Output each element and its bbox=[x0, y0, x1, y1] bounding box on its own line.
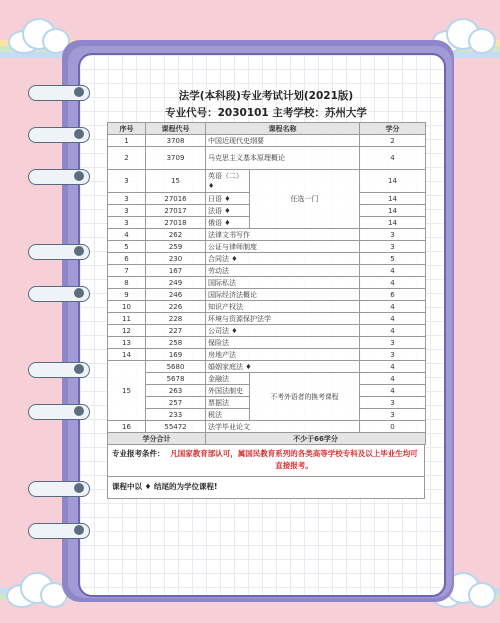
degree-mark: ♦ bbox=[224, 206, 231, 215]
binder-ring bbox=[28, 362, 90, 378]
table-row: 11 228 环境与资源保护法学 4 bbox=[108, 313, 426, 325]
binder-ring bbox=[28, 244, 90, 260]
table-row: 13 258 保险法 3 bbox=[108, 337, 426, 349]
binder-ring bbox=[28, 127, 90, 143]
document-subtitle: 专业代号：2030101 主考学校：苏州大学 bbox=[165, 107, 367, 119]
table-row: 3 15 英语（二） ♦ 任选一门 14 bbox=[108, 170, 426, 193]
binder-ring bbox=[28, 286, 90, 302]
substitute-course-label: 不考外语者的换考课程 bbox=[250, 385, 360, 409]
table-header-row bbox=[108, 123, 426, 135]
table-row: 10 226 知识产权法 4 bbox=[108, 301, 426, 313]
exam-plan-document bbox=[107, 88, 425, 499]
degree-mark: ♦ bbox=[231, 254, 238, 263]
table-row: 3 27018 俄语 ♦ 14 bbox=[108, 217, 426, 229]
degree-course-note: 课程中以 ♦ 结尾的为学位课程! bbox=[107, 477, 425, 499]
cloud-decoration bbox=[8, 18, 68, 52]
table-row: 5678 金融法 4 bbox=[108, 373, 426, 385]
table-row: 7 167 劳动法 4 bbox=[108, 265, 426, 277]
table-row: 5 259 公证与律师制度 3 bbox=[108, 241, 426, 253]
table-row: 8 249 国际私法 4 bbox=[108, 277, 426, 289]
degree-mark: ♦ bbox=[245, 362, 252, 371]
degree-mark: ♦ bbox=[231, 326, 238, 335]
table-row: 3 27016 日语 ♦ 14 bbox=[108, 193, 426, 205]
requirement-text: 凡国家教育部认可，属国民教育系列的各类高等学校专科及以上毕业生均可直接报考。 bbox=[170, 449, 418, 470]
table-row: 2 3709 马克思主义基本原理概论 4 bbox=[108, 147, 426, 170]
binder-ring bbox=[28, 523, 90, 539]
table-row: 4 262 法律文书写作 3 bbox=[108, 229, 426, 241]
binder-ring bbox=[28, 85, 90, 101]
table-row: 16 55472 法学毕业论文 0 bbox=[108, 421, 426, 433]
table-row: 14 169 房地产法 3 bbox=[108, 349, 426, 361]
table-row: 15 5680 婚姻家庭法 ♦ 4 bbox=[108, 361, 426, 373]
cloud-decoration bbox=[6, 572, 66, 606]
table-row: 233 税法 3 bbox=[108, 409, 426, 421]
degree-mark: ♦ bbox=[224, 194, 231, 203]
header-credit: 学分 bbox=[360, 123, 426, 135]
admission-requirement bbox=[107, 445, 425, 477]
header-name: 课程名称 bbox=[206, 123, 360, 135]
table-row: 1 3708 中国近现代史纲要 2 bbox=[108, 135, 426, 147]
total-value: 不少于66学分 bbox=[206, 433, 426, 445]
degree-mark: ♦ bbox=[224, 218, 231, 227]
header-code: 课程代号 bbox=[146, 123, 206, 135]
requirement-label: 专业报考条件： bbox=[112, 449, 165, 458]
table-row: 6 230 合同法 ♦ 5 bbox=[108, 253, 426, 265]
table-row: 12 227 公司法 ♦ 4 bbox=[108, 325, 426, 337]
binder-ring bbox=[28, 169, 90, 185]
table-row: 3 27017 法语 ♦ 14 bbox=[108, 205, 426, 217]
degree-mark: ♦ bbox=[208, 182, 215, 190]
table-row: 263 外国法制史 不考外语者的换考课程 4 bbox=[108, 385, 426, 397]
binder-ring bbox=[28, 481, 90, 497]
header-no: 序号 bbox=[108, 123, 146, 135]
total-label: 学分合计 bbox=[108, 433, 206, 445]
binder-ring bbox=[28, 404, 90, 420]
choose-one-label: 任选一门 bbox=[250, 170, 360, 229]
course-table bbox=[107, 122, 426, 445]
document-title: 法学(本科段)专业考试计划(2021版) bbox=[178, 90, 354, 102]
table-row: 257 票据法 3 bbox=[108, 397, 426, 409]
total-row bbox=[108, 433, 426, 445]
table-row: 9 246 国际经济法概论 6 bbox=[108, 289, 426, 301]
